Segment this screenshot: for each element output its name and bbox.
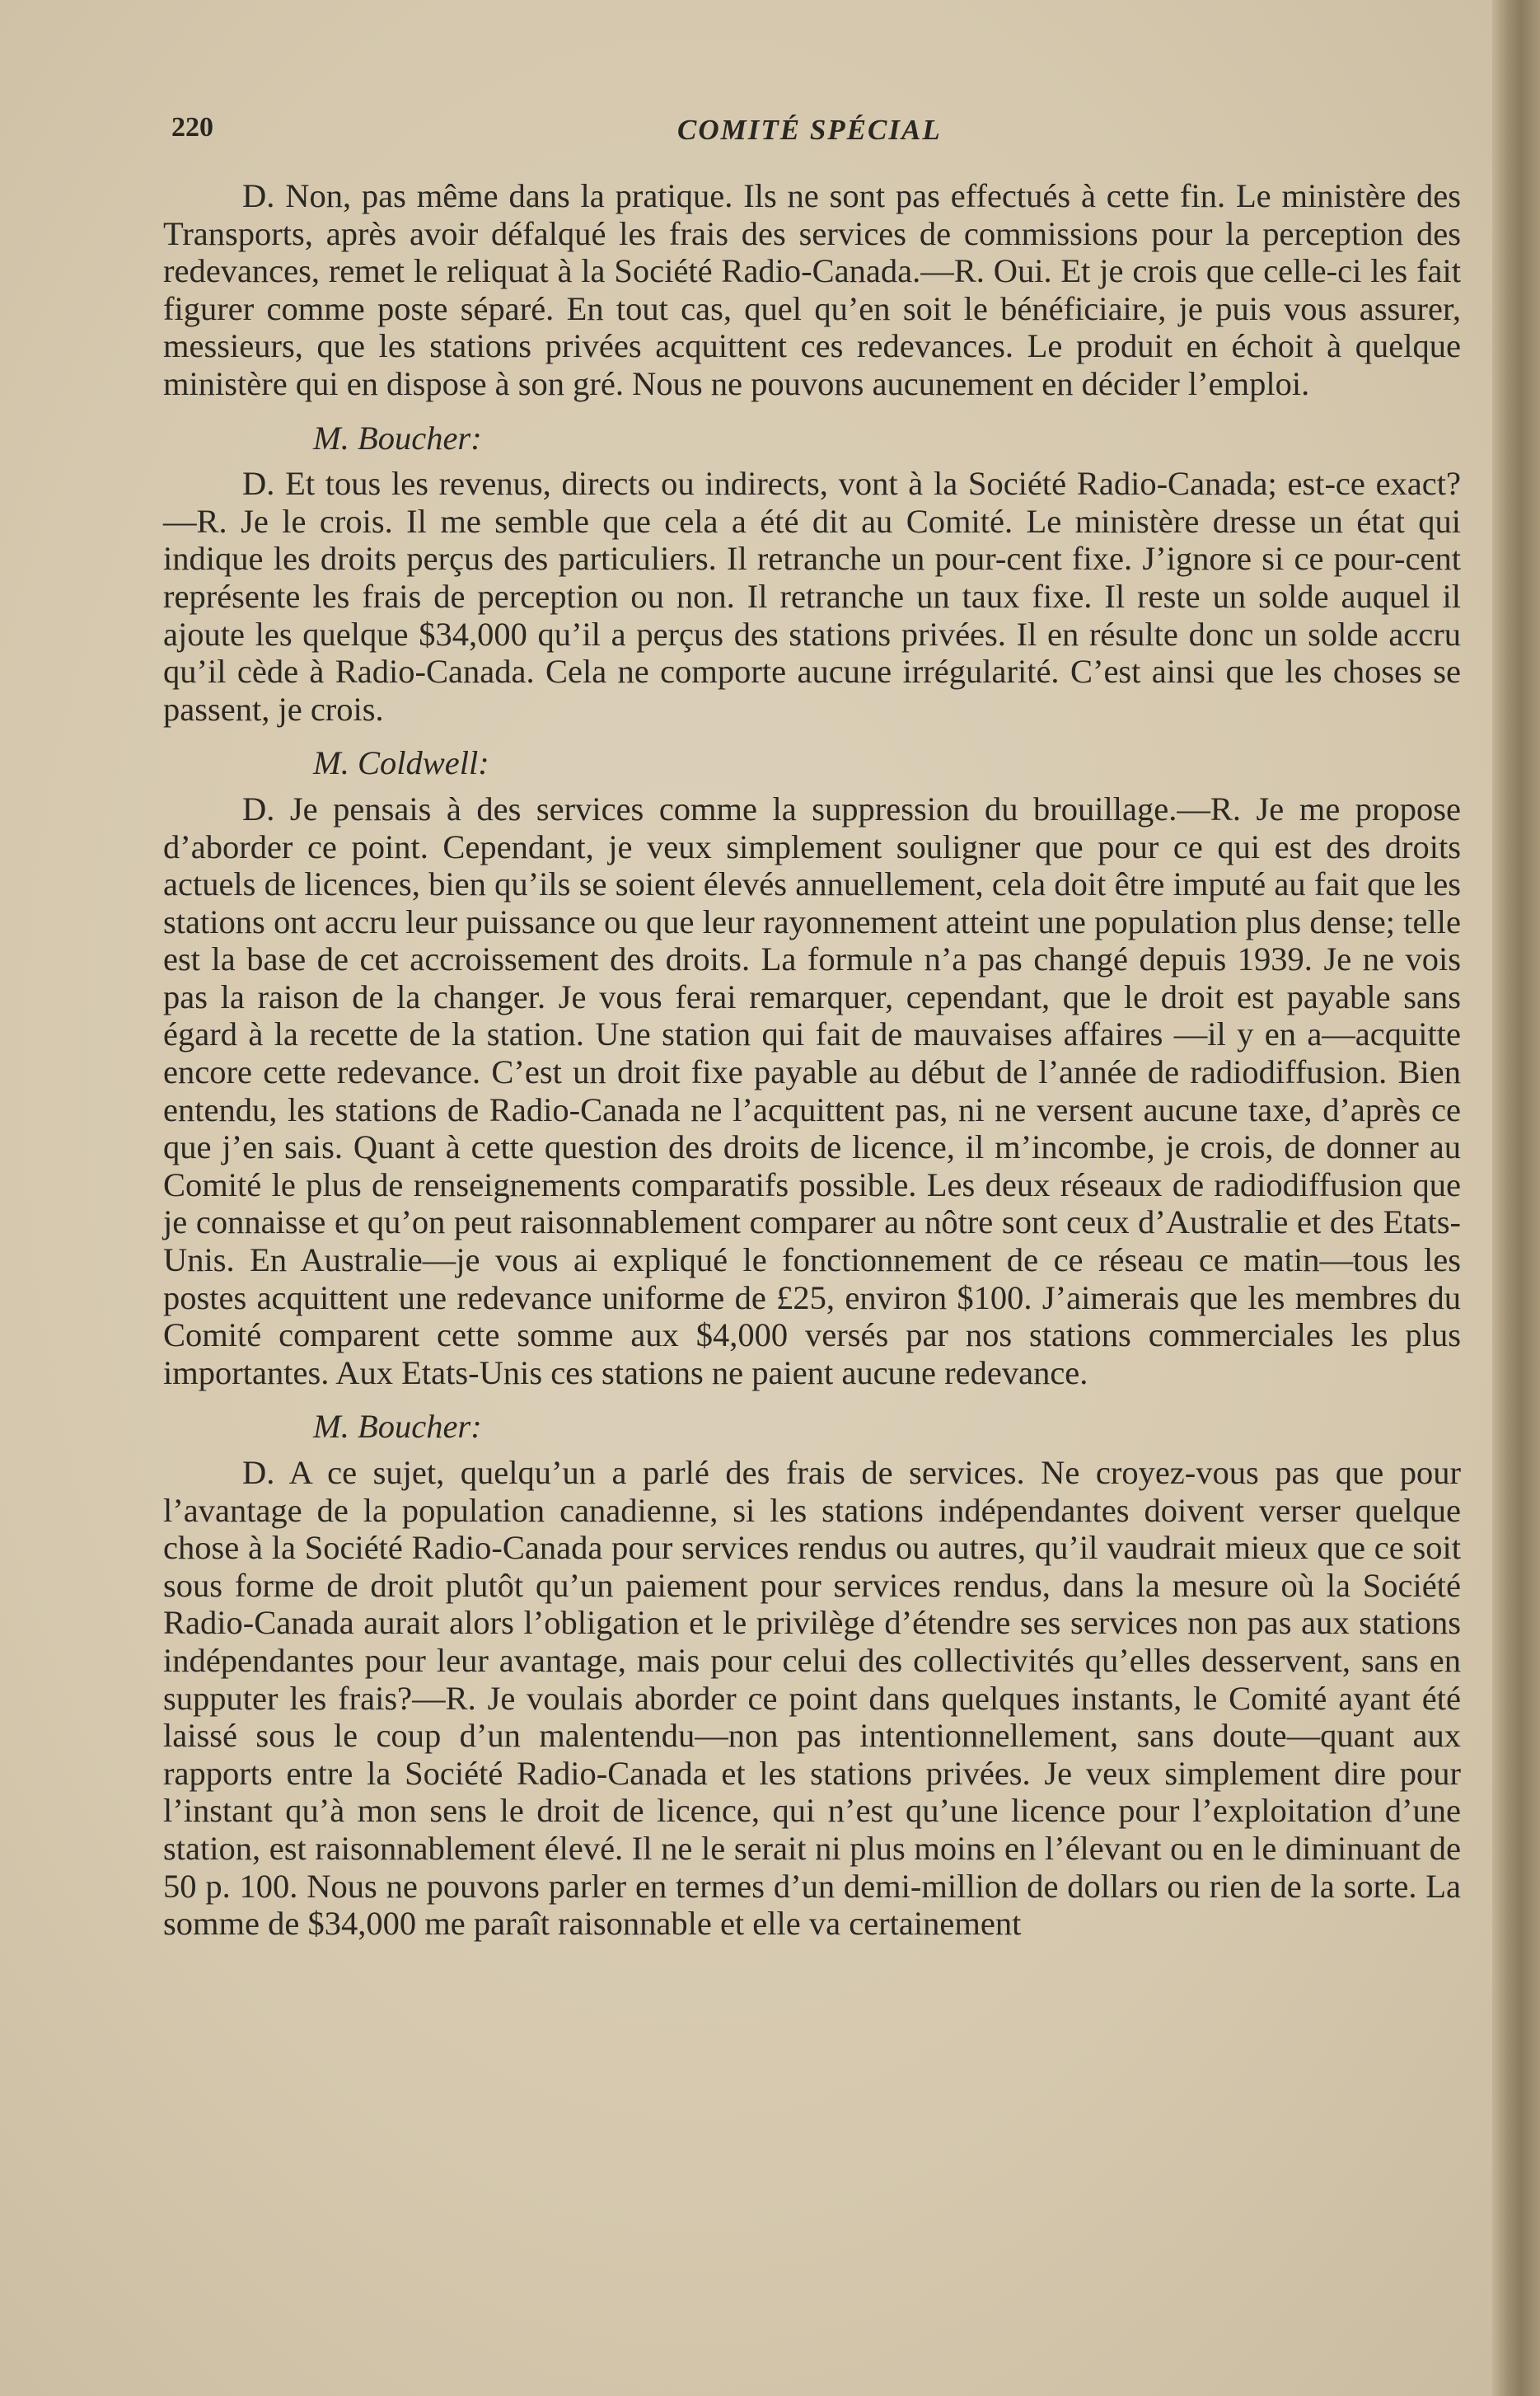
paragraph-answer-transports: D. Non, pas même dans la pratique. Ils ne sont pas effectués à cette fin. Le ministère des Transports, après avoir défalqué les frais des services de commissions pour la perception des redevances, remet le reliquat à la Société Radio-Canada.—R. Oui. Et je crois que celle-ci les fait figurer comme poste séparé. En tout cas, quel qu’en soit le bénéficiaire, je puis vous assurer, messieurs, que les stations privées acquittent ces redevances. Le produit en échoit à quelque ministère qui en dispose à son gré. Nous ne pouvons aucunement en décider l’emploi. bbox=[163, 177, 1461, 402]
paragraph-brouillage: D. Je pensais à des services comme la suppression du brouillage.—R. Je me propose d’aborder ce point. Cependant, je veux simplement souligner que pour ce qui est des droits actuels de licences, bien qu’ils se soient élevés annuellement, cela doit être imputé au fait que les stations ont accru leur puissance ou que leur rayonnement atteint une population plus dense; telle est la base de cet accroissement des droits. La formule n’a pas changé depuis 1939. Je ne vois pas la raison de la changer. Je vous ferai remarquer, cependant, que le droit est payable sans égard à la recette de la station. Une station qui fait de mauvaises affaires —il y en a—acquitte encore cette redevance. C’est un droit fixe payable au début de l’année de radiodiffusion. Bien entendu, les stations de Radio-Canada ne l’acquittent pas, ni ne versent aucune taxe, d’après ce que j’en sais. Quant à cette question des droits de licence, il m’incombe, je crois, de donner au Comité le plus de renseignements comparatifs possible. Les deux réseaux de radiodiffusion que je connaisse et qu’on peut raisonnablement comparer au nôtre sont ceux d’Australie et des Etats-Unis. En Australie—je vous ai expliqué le fonctionnement de ce réseau ce matin—tous les postes acquittent une redevance uniforme de £25, environ $100. J’aimerais que les membres du Comité comparent cette somme aux $4,000 versés par nos stations commerciales les plus importantes. Aux Etats-Unis ces stations ne paient aucune redevance. bbox=[163, 790, 1461, 1391]
body-text bbox=[163, 177, 1461, 1943]
running-title: COMITÉ SPÉCIAL bbox=[677, 114, 942, 146]
paragraph-revenus: D. Et tous les revenus, directs ou indirects, vont à la Société Radio-Canada; est-ce exact?—R. Je le crois. Il me semble que cela a été dit au Comité. Le ministère dresse un état qui indique les droits perçus des particuliers. Il retranche un pour-cent fixe. J’ignore si ce pour-cent représente les frais de perception ou non. Il retranche un taux fixe. Il reste un solde auquel il ajoute les quelque $34,000 qu’il a perçus des stations privées. Il en résulte donc un solde accru qu’il cède à Radio-Canada. Cela ne comporte aucune irrégularité. C’est ainsi que les choses se passent, je crois. bbox=[163, 465, 1461, 728]
speaker-label-boucher-2: M. Boucher: bbox=[313, 1408, 482, 1446]
speaker-label-coldwell: M. Coldwell: bbox=[313, 744, 489, 782]
paragraph-frais-services: D. A ce sujet, quelqu’un a parlé des frais de services. Ne croyez-vous pas que pour l’avantage de la population canadienne, si les stations indépendantes doivent verser quelque chose à la Société Radio-Canada pour services rendus ou autres, qu’il vaudrait mieux que ce soit sous forme de droit plutôt qu’un paiement pour services rendus, dans la mesure où la Société Radio-Canada aurait alors l’obligation et le privilège d’étendre ses services non pas aux stations indépendantes pour leur avantage, mais pour celui des collectivités qu’elles desservent, sans en supputer les frais?—R. Je voulais aborder ce point dans quelques instants, le Comité ayant été laissé sous le coup d’un malentendu—non pas intentionnellement, sans doute—quant aux rapports entre la Société Radio-Canada et les stations privées. Je veux simplement dire pour l’instant qu’à mon sens le droit de licence, qui n’est qu’une licence pour l’exploitation d’une station, est raisonnablement élevé. Il ne le serait ni plus moins en l’élevant ou en le diminuant de 50 p. 100. Nous ne pouvons parler en termes d’un demi-million de dollars ou rien de la sorte. La somme de $34,000 me paraît raisonnable et elle va certainement bbox=[163, 1454, 1461, 1943]
page-number: 220 bbox=[171, 112, 213, 143]
speaker-label-boucher: M. Boucher: bbox=[313, 419, 482, 457]
page-header bbox=[171, 112, 1465, 153]
page-binding-edge bbox=[1492, 0, 1540, 2396]
